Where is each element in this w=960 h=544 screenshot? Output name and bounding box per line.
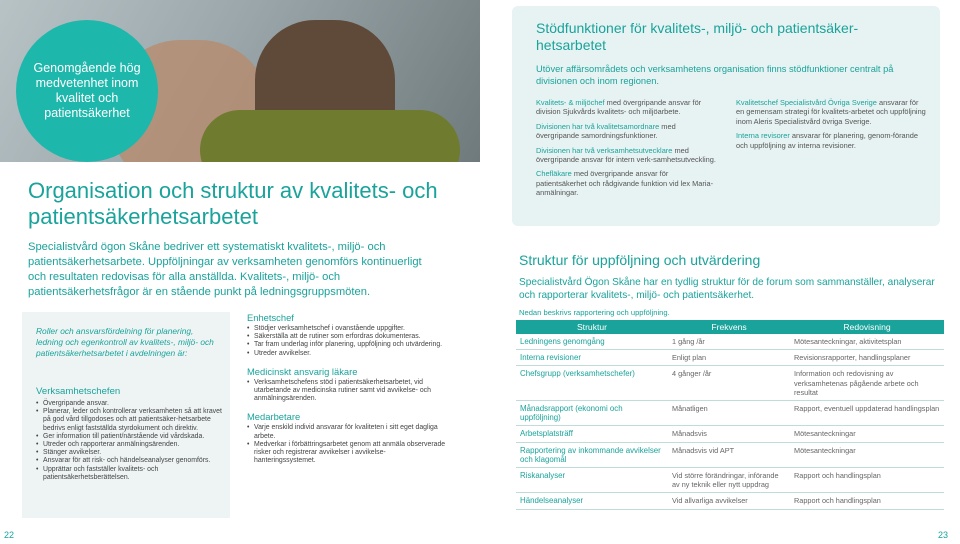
list-item: • Ger information till patient/närstående vid vårdskada. [36,433,224,441]
support-item-text: med övergripande samordningsfunktioner. [536,121,676,141]
support-subtitle: Utöver affärsområdets och verksamhetens organisation finns stödfunktioner centralt på divisionen och inom regionen. [536,64,894,86]
column-header: Redovisning [790,320,944,334]
table-row [516,442,944,467]
table-row [516,401,944,426]
section-heading: Medarbetare [247,411,301,423]
table-row [516,334,944,350]
support-item [536,98,716,117]
table-cell: 1 gång /år [668,334,790,350]
table-cell: Chefsgrupp (verksamhetschefer) [516,366,668,401]
list-item: • Upprättar och fastställer kvalitets- och patientsäkerhetsberättelsen. [36,466,224,482]
table-cell: Händelseanalyser [516,493,668,509]
table-cell: Rapport, eventuell uppdaterad handlingsplan [790,401,944,426]
roles-list [36,400,224,482]
section-heading: Medicinskt ansvarig läkare [247,365,358,377]
table-cell: Riskanalyser [516,468,668,493]
table-row [516,468,944,493]
hero-photo [0,0,480,162]
structure-intro: Specialistvård Ögon Skåne har en tydlig struktur för de forum som sammanställer, analyserar och rapporterar kvalitets-, miljö- och patientsäkerhet. [519,277,935,301]
table-cell: Revisionsrapporter, handlingsplaner [790,350,944,366]
list-item: • Planerar, leder och kontrollerar verksamheten så att kravet på god vård tillgodoses och att patientsäker-hetsarbete bedrivs enligt fastställda styrdokument och direktiv. [36,408,224,433]
table-cell: Mötesanteckningar [790,426,944,442]
support-item-key: Kvalitets- & miljöchef [536,98,605,107]
table-row [516,426,944,442]
table-cell: Ledningens genomgång [516,334,668,350]
list-item: • Stödjer verksamhetschef i ovanstående uppgifter. [247,325,447,333]
support-item-text: med övergripande ansvar för patientsäkerhet och rådgivande funktion vid lex Maria- anmälningar. [536,169,714,198]
table-cell: Information och redovisning av verksamhetenas pågående arbete och resultat [790,366,944,401]
list-item: • Utreder avvikelser. [247,350,447,358]
support-column-left [536,98,716,203]
support-column-right [736,98,926,155]
support-item-text: med övergripande ansvar för intern verk-samhetsutveckling. [536,145,716,165]
roles-continued [247,312,447,473]
table-cell: Arbetsplatsträff [516,426,668,442]
structure-note: Nedan beskrivs rapportering och uppföljning. [519,308,670,317]
list-item: • Övergripande ansvar. [36,400,224,408]
page-number-left: 22 [4,530,15,540]
section-list [247,424,447,465]
section-list [247,325,447,358]
support-item [536,146,716,165]
table-cell: Rapport och handlingsplan [790,468,944,493]
roles-heading: Verksamhetschefen [36,386,121,397]
table-cell: Mötesanteckningar, aktivitetsplan [790,334,944,350]
list-item: • Verksamhetschefens stöd i patientsäkerhetsarbetet, vid utarbetande av medicinska rutiner samt vid avvikelse- och anmälningsärenden. [247,379,447,404]
highlight-circle [16,20,158,162]
support-item-key: Chefläkare [536,169,572,179]
support-item [536,122,716,141]
structure-table [516,320,944,510]
list-item: • Varje enskild individ ansvarar för kvaliteten i sitt eget dagliga arbete. [247,424,447,440]
structure-title: Struktur för uppföljning och utvärdering [519,252,761,268]
list-item: • Säkerställa att de rutiner som erfordras dokumenteras. [247,333,447,341]
intro-paragraph: Specialistvård ögon Skåne bedriver ett systematiskt kvalitets-, miljö- och patientsäkerhetsarbete. Uppföljningar av verksamheten genomförs kontinuerligt och resultaten redovisas för alla anställda. Kvalitets-, miljö- och patientsäkerhetsfrågor är en stående punkt på ledningsgruppsmöten. [28,241,422,298]
support-panel [512,6,940,226]
table-row [516,350,944,366]
table-cell: Månadsvis vid APT [668,442,790,467]
list-item: • Stänger avvikelser. [36,449,224,457]
roles-intro: Roller och ansvarsfördelning för planering, ledning och egenkontroll av kvalitets-, miljö- och patientsäkerhetsarbetet i avdelningen är: [36,326,214,358]
roles-panel [22,312,230,518]
support-item-text: ansvarar för en gemensam strategi för kvalitets-arbetet och uppföljning inom Aleris Specialistvård övriga Sverige. [736,98,926,126]
list-item: • Medverkar i förbättringsarbetet genom att anmäla observerade risker och registrerar avvikelser i avvikelse-hanteringssystemet. [247,441,447,466]
table-cell: Månatligen [668,401,790,426]
circle-text: Genomgående hög medvetenhet inom kvalitet och patientsäkerhet [33,61,141,120]
page-title: Organisation och struktur av kvalitets- och patientsäkerhetsarbetet [28,178,438,229]
page-number-right: 23 [938,530,949,540]
support-item [736,131,926,150]
support-item-text: ansvarar för planering, genom-förande och uppföljning av interna revisioner. [736,131,918,150]
table-cell: 4 gånger /år [668,366,790,401]
photo-jacket [200,110,460,162]
column-header: Struktur [516,320,668,334]
table-row [516,493,944,509]
list-item: • Ansvarar för att risk- och händelseanalyser genomförs. [36,457,224,465]
table-cell: Månadsrapport (ekonomi och uppföljning) [516,401,668,426]
table-cell: Månadsvis [668,426,790,442]
support-item-key: Divisionen har två kvalitetsamordnare [536,121,660,131]
list-item: • Utreder och rapporterar anmälningsärenden. [36,441,224,449]
table-cell: Vid större förändringar, införande av ny teknik eller nytt uppdrag [668,468,790,493]
column-header: Frekvens [668,320,790,334]
table-header-row [516,320,944,334]
support-item-text: med övergripande ansvar för division Sjukvårds kvalitets- och miljöarbete. [536,98,702,117]
support-item [536,169,716,197]
table-cell: Enligt plan [668,350,790,366]
table-cell: Rapport och handlingsplan [790,493,944,509]
support-title: Stödfunktioner för kvalitets-, miljö- och patientsäker-hetsarbetet [536,20,859,53]
support-item-key: Interna revisorer [736,131,790,141]
support-item-key: Divisionen har två verksamhetsutvecklare [536,145,673,155]
section-list [247,379,447,404]
support-item-key: Kvalitetschef Specialistvård Övriga Sverige [736,98,877,107]
table-cell: Interna revisioner [516,350,668,366]
table-cell: Mötesanteckningar [790,442,944,467]
table-cell: Vid allvarliga avvikelser [668,493,790,509]
section-heading: Enhetschef [247,312,294,323]
table-cell: Rapportering av inkommande avvikelser och klagomål [516,442,668,467]
list-item: • Tar fram underlag inför planering, uppföljning och utvärdering. [247,341,447,349]
table-row [516,366,944,401]
support-item [736,98,926,126]
